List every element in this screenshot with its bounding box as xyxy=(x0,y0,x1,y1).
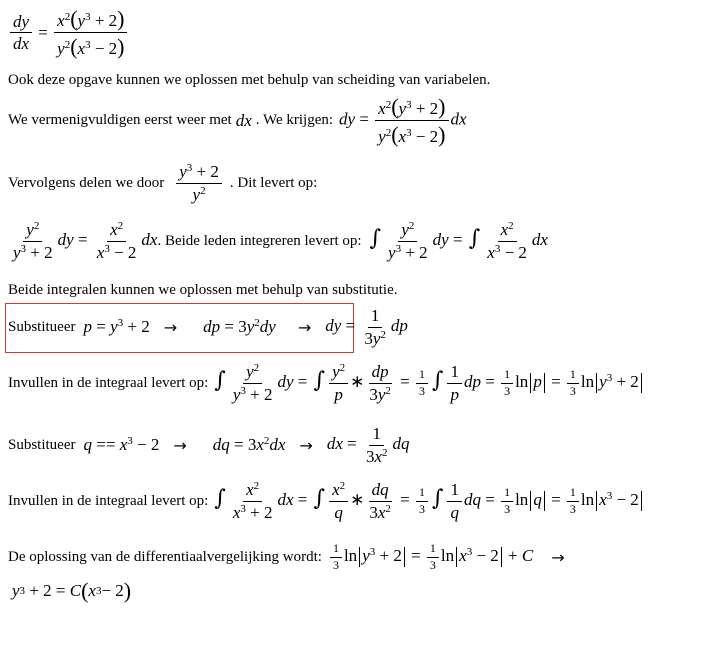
line-fill-in-q: Invullen in de integraal levert op: ∫ $\frac{x^2}{x^3 + 2}$ dx = ∫ $\frac{x^2}{q}$ ∗ $\frac{dq}{3x^2}$ = $\frac{1}{3}$ ∫ $\frac{1}{q}$ dq = $\frac{1}{3}$ ln q = $\frac{1}{3}$ $\ln x^3 - 2$ xyxy=(8,480,644,522)
line-substitute-p: Substitueer $p = y^3 + 2$ → dp = $3y^2dy$ → dy = $\frac{1}{3y^2}$ dp xyxy=(8,306,408,348)
line-divide: Vervolgens delen we door $\frac{y^3 + 2}{y^2}$ . Dit levert op: xyxy=(8,161,318,204)
text-intro: Ook deze opgave kunnen we oplossen met behulp van scheiding van variabelen. xyxy=(8,72,491,88)
text-divide: Vervolgens delen we door xyxy=(8,174,165,191)
text-both-integrals: Beide integralen kunnen we oplossen met behulp van substitutie. xyxy=(8,282,398,298)
equation-differential: $\frac{dy}{dx}$ = $\frac{x^2(y^3 + 2)}{y^2(x^3 - 2)}$ xyxy=(8,6,129,60)
text-fill-in-q: Invullen in de integraal levert op: xyxy=(8,492,209,509)
text-integrate: . Beide leden integreren levert op: xyxy=(157,232,362,249)
line-substitute-q: Substitueer $q == x^3 - 2$ → dq = $3x^2dx$ → dx = $\frac{1}{3x^2}$ dq xyxy=(8,424,410,466)
text-fill-in-p: Invullen in de integraal levert op: xyxy=(8,374,209,391)
text-substitute-p: Substitueer xyxy=(8,318,76,335)
text-solution: De oplossing van de differentiaalvergelijking wordt: xyxy=(8,548,322,565)
text-substitute-q: Substitueer xyxy=(8,436,76,453)
line-fill-in-p: Invullen in de integraal levert op: ∫ $\frac{y^2}{y^3 + 2}$ dy = ∫ $\frac{y^2}{p}$ ∗ $\frac{dp}{3y^2}$ = $\frac{1}{3}$ ∫ $\frac{1}{p}$ dp = $\frac{1}{3}$ ln p = $\frac{1}{3}$ $\ln y^3 + 2$ xyxy=(8,362,644,404)
text-divide-mid: . Dit levert op: xyxy=(229,174,318,191)
text-multiply-mid: . We krijgen: xyxy=(255,112,334,129)
text-multiply: We vermenigvuldigen eerst weer met xyxy=(8,112,232,129)
equation-final: y 3 + 2 = C ( x 3 − 2 ) xyxy=(12,578,132,603)
line-multiply: We vermenigvuldigen eerst weer met dx . We krijgen: dy = $\frac{x^2(y^3 + 2)}{y^2(x^3 - 2)}$ dx xyxy=(8,94,467,148)
line-integrate: $\frac{y^2}{y^3 + 2}$ dy = $\frac{x^2}{x^3 - 2}$ dx . Beide leden integreren levert op: ∫ $\frac{y^2}{y^3 + 2}$ dy = ∫ $\frac{x^2}{x^3 - 2}$ dx xyxy=(13,219,548,262)
line-solution: De oplossing van de differentiaalvergelijking wordt: $\frac{1}{3}$ $\ln y^3 + 2$ = $\frac{1}{3}$ $\ln x^3 - 2 + C$ → xyxy=(8,541,565,572)
